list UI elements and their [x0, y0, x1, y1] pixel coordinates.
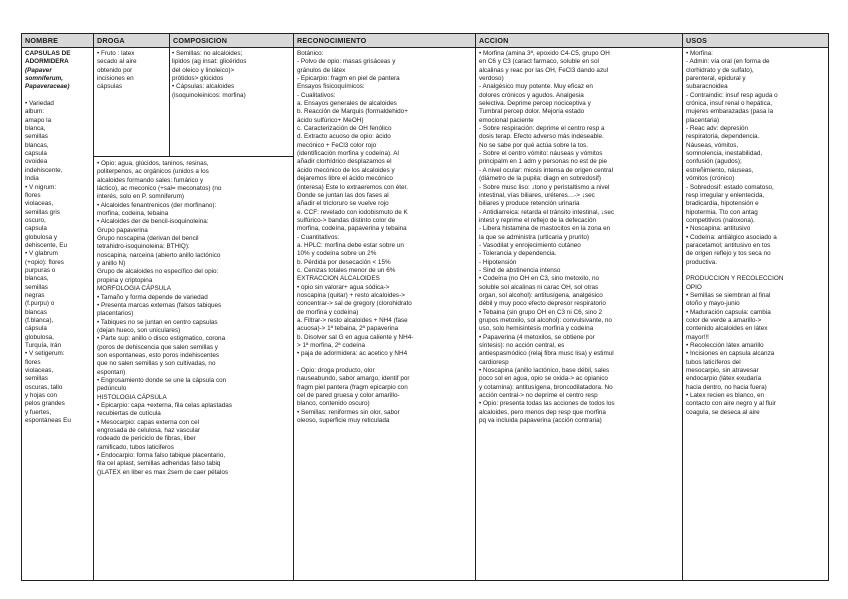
header-usos: USOS — [686, 36, 708, 45]
text-line: semillas — [25, 133, 48, 141]
text-line: fila cel aplast, semillas adheridas falso tabiq — [97, 460, 221, 468]
nombre-cell — [25, 50, 92, 578]
text-line: - Analgésico muy potente. Muy eficaz en — [479, 83, 593, 91]
text-line: ADORMIDERA — [25, 58, 69, 66]
text-line: espontáneas Eu — [25, 417, 71, 425]
text-line: • Fruto : latex — [97, 50, 135, 57]
text-line: (Papaver — [25, 66, 52, 74]
text-line: politerpenos, ac orgánicos (unidos a los — [97, 168, 209, 176]
text-line: OPIO — [686, 283, 702, 291]
text-line: interés, solo en P. somniferum) — [97, 193, 184, 201]
text-line: - Cuantitativos: — [297, 233, 340, 241]
text-line: Tumbral percep dolor. Mejoría estado — [479, 108, 585, 116]
text-line: • Papaverina (4 metoxilos, se obtiene por — [479, 333, 595, 341]
text-line: en C6 y C3 (caract farmaco, soluble en sol — [479, 58, 599, 66]
column-divider — [682, 34, 683, 580]
text-line: fragm piel pantera (fragm epicarpio con — [297, 383, 408, 391]
reconocimiento-cell — [297, 50, 474, 578]
text-line: concentrar-> sal de gregory (clorohidrato — [297, 300, 412, 308]
text-line: ovoidea — [25, 158, 48, 166]
text-line: Grupo papaverina — [97, 226, 148, 234]
text-line: • Tebaina (sin grupo OH en C3 ni C6, sino 2 — [479, 308, 603, 316]
text-line: resp irregular y enlentecida, — [686, 191, 765, 199]
text-line: • Noscapina: antitusivo — [686, 225, 751, 233]
text-line: • Engrosamiento donde se une la cápsula con — [97, 376, 227, 384]
text-line: - Sobredosif: estado comatoso, — [686, 183, 774, 191]
text-line: • Codeína: antiálgico asociado a — [686, 233, 777, 241]
text-line: dosis terap. Efecto adverso más indeseable. — [479, 133, 604, 141]
text-line: - Opio: droga producto, olor — [297, 367, 375, 375]
text-line: productiva. — [686, 258, 718, 266]
text-line: alcalinas y reac por las OH, FeCl3 dando azul — [479, 66, 609, 74]
text-line: cel de pared gruesa y color amarillo- — [297, 392, 400, 400]
composicion-cell — [172, 50, 292, 154]
text-line: • Semillas: no alcaloides; — [172, 50, 243, 57]
text-line: intest y reprime el reflejo de la defecación — [479, 216, 597, 224]
text-line: Grupo de alcaloides no específico del opio: — [97, 268, 219, 276]
text-line: - Epicarpio: fragm en piel de pantera — [297, 75, 400, 83]
text-line: - Sind de abstinencia intenso — [479, 266, 561, 274]
text-line: nauseabundo, sabor amargo, identif por — [297, 375, 410, 383]
text-line: hipotermia. Tto con antag — [686, 208, 758, 216]
text-line: • Morfina: — [686, 50, 713, 57]
text-line: paracetamol; antitusivo en tos — [686, 241, 771, 249]
text-line: • V nigrum: — [25, 183, 57, 191]
text-line: la que se administra (urticaria y prurito) — [479, 233, 589, 241]
text-line: de origen reflejo y tos seca no — [686, 250, 771, 258]
text-line: son espontaneas, esto poros indehiscentes — [97, 351, 220, 359]
text-line: rodeado de periciclo de fibras, liber — [97, 435, 196, 443]
text-line: añadir el tricloruro se vuelve rojo — [297, 200, 389, 208]
text-line: • Codeína (no OH en C3, sino metoxilo, no — [479, 275, 599, 283]
text-line: - Sobre el centro vómito: náuseas y vómitos — [479, 150, 603, 158]
text-line: dejaremos libre el ácido mecónico — [297, 175, 393, 183]
pharmacognosy-table — [21, 33, 829, 581]
text-line: sulfúrico-> bandas distinto color de — [297, 216, 396, 224]
text-line — [25, 92, 92, 100]
text-line: - Vasodilat y enrojecimiento cutáneo — [479, 241, 581, 249]
text-line: parenteral, epidural y — [686, 75, 746, 83]
text-line: semillas — [25, 375, 48, 383]
text-line: antiespasmódico (relaj fibra musc lisa) y estimul — [479, 350, 614, 358]
text-line: soluble sol alcalinas ni carac OH, sol otras — [479, 283, 599, 291]
text-line: Botánico: — [297, 50, 324, 57]
text-line: del oleico y linoleico)> — [172, 66, 235, 74]
text-line: (identificación morfina y codeína). Al — [297, 150, 399, 158]
text-line: - Polvo de opio: masas grisáceas y — [297, 58, 396, 66]
text-line: oscuras, tallo — [25, 383, 63, 391]
text-line: tubos laticíferos del — [686, 358, 741, 366]
text-line: somnolencia, inestabilidad, — [686, 150, 763, 158]
text-line: grupos metoxilo, sol alcohol): convulsivante, no — [479, 317, 612, 324]
text-line: - Antidiarreica: retarda el tránsito intestinal, ↓sec — [479, 208, 615, 216]
text-line: • opio sin valorar+ agua sódica-> — [297, 283, 390, 291]
text-line: • Epicarpio: capa +externa, fila celas aplastadas — [97, 401, 232, 409]
row-divider — [94, 156, 293, 157]
text-line: mesocarpio, sin atravesar — [686, 367, 759, 375]
text-line: uso, solo hemisintesis morfina y codeína — [479, 325, 594, 333]
text-line: recubiertas de cutícula — [97, 410, 161, 418]
text-line: amapo la — [25, 116, 52, 124]
text-line: oscuro, — [25, 216, 46, 224]
text-line: • Alcaloides der de bencil-isoquinoleina: — [97, 218, 209, 226]
text-line: emocional paciente — [479, 116, 534, 124]
text-line: • Semillas se siembran al final — [686, 291, 771, 299]
column-divider — [475, 34, 476, 580]
text-line: Donde se juntan las dos fases al — [297, 191, 389, 199]
text-line: - Sobre respiración: deprime el centro resp a — [479, 125, 605, 133]
text-line: crónica, insuf renal o hepática, — [686, 100, 773, 108]
column-divider — [93, 34, 94, 580]
text-line: Grupo noscapina (derivan del bencil — [97, 235, 199, 243]
text-line: HISTOLOGIA CÁPSULA — [97, 393, 167, 401]
text-line: espontan) — [97, 368, 126, 376]
table-header-row — [22, 34, 828, 48]
text-line: blanca, — [25, 125, 46, 133]
text-line: propina y criptopina — [97, 276, 153, 284]
text-line: violaceas, — [25, 367, 54, 375]
text-line: (poros de dehiscencia que salen semillas y — [97, 343, 218, 351]
text-line: endocarpio (látex exudaría — [686, 375, 762, 383]
text-line: noscapina (quitar) + resto alcaloides-> — [297, 291, 405, 299]
text-line: MORFOLOGIA CÁPSULA — [97, 285, 172, 293]
text-line: hacia dentro, no hacia fuera) — [686, 383, 767, 391]
text-line: pelos grandes — [25, 400, 65, 408]
text-line: Turquía, Irán — [25, 342, 62, 350]
text-line: clorhidrato y de sulfato), — [686, 66, 754, 74]
text-line: • Opio: presenta todas las acciones de todos los — [479, 400, 615, 408]
text-line: ácido sulfúrico+ MeOH) — [297, 116, 364, 124]
text-line: dehiscente, Eu — [25, 241, 67, 249]
text-line: oleoso, superficie muy reticulada — [297, 417, 390, 425]
text-line: indehiscente, — [25, 166, 63, 174]
text-line: blanco, contenido oscuro) — [297, 400, 370, 408]
text-line: color de verde a amarillo-> — [686, 317, 762, 324]
text-line: vómitos (crónico) — [686, 175, 735, 183]
text-line: Ensayos fisicoquímicos: — [297, 83, 365, 91]
text-line: PRODUCCION Y RECOLECCION — [686, 275, 784, 283]
text-line: capsula — [25, 225, 47, 233]
text-line: b. Reacción de Marquis (formaldehido+ — [297, 108, 408, 116]
text-line: dolores crónicos y agudos. Analgesia — [479, 91, 584, 99]
text-line: cardioresp — [479, 358, 509, 366]
text-line: a. HPLC: morfina debe estar sobre un — [297, 241, 404, 249]
text-line: cápsula — [25, 325, 47, 333]
text-line: verdoso) — [479, 75, 504, 83]
text-line: Papaveraceae) — [25, 83, 70, 91]
text-line: lipidos (ag insat: glicéridos — [172, 58, 247, 66]
text-line: blancas — [25, 308, 47, 316]
text-line: somniferum, — [25, 75, 64, 83]
text-line: semillas gris — [25, 208, 60, 216]
text-line: - Cualitativos: — [297, 91, 336, 99]
text-line: > 1ª morfina, 2ª codeína — [297, 342, 365, 350]
text-line: • Incisiones en capsula alcanza — [686, 350, 775, 358]
header-nombre: NOMBRE — [25, 36, 59, 45]
text-line: de morfina y codeína) — [297, 308, 359, 316]
text-line: - Tolerancia y dependencia. — [479, 250, 557, 258]
text-line: Náuseas, vómitos, — [686, 141, 739, 149]
usos-cell — [686, 50, 827, 578]
text-line: (interesa) Este lo extraeremos con éter. — [297, 183, 409, 191]
text-line: (+opio): flores — [25, 258, 64, 266]
text-line: y hojas con — [25, 392, 58, 400]
text-line — [686, 267, 827, 275]
text-line: (f.blanca), — [25, 317, 54, 324]
text-line: respiratoria, dependencia. — [686, 133, 760, 141]
header-accion: ACCION — [479, 36, 509, 45]
text-line: EXTRACCION ALCALOIDES — [297, 275, 380, 283]
text-line: principalm en 1 adm y personas no est de pie — [479, 158, 608, 166]
text-line: ramificado, tubos laticiferos — [97, 443, 174, 451]
text-line: • Latex recien es blanco, en — [686, 392, 765, 400]
text-line: purpuras o — [25, 266, 56, 274]
text-line: confusión (agudos); — [686, 158, 742, 166]
text-line: bradicardia, hipotensión e — [686, 200, 759, 208]
text-line: • Cápsulas: alcaloides — [172, 83, 235, 91]
text-line: pq va incluida papaverina (acción contraria) — [479, 417, 602, 425]
text-line: • Variedad — [25, 100, 54, 108]
text-line: débil y muy poco efecto depresor respiratorio — [479, 300, 606, 308]
text-line: (diámetro de la pupila: diagn en sobredosif) — [479, 175, 602, 183]
text-line: • paja de adormidera: ac acetico y NH4 — [297, 350, 408, 358]
text-line: 10% y codeína sobre un 2% — [297, 250, 377, 258]
text-line: otoño y mayo-junio — [686, 300, 740, 308]
text-line: tetrahidro-isoquinoleina: BTHIQ): — [97, 243, 190, 251]
text-line: (isoquinoleinicos: morfina) — [172, 91, 246, 99]
text-line: b. Pérdida por desecación < 15% — [297, 258, 391, 266]
text-line: secado al aire — [97, 58, 137, 66]
text-line: intestinal, vías biliares, uréteres…-> ↓sec — [479, 191, 595, 199]
text-line: (f.purpu) o — [25, 300, 55, 308]
text-line: morfina, codeína, papaverina y tebaina — [297, 225, 407, 233]
text-line: • Endocarpio: forma falso tabique placentario, — [97, 452, 226, 460]
text-line: e. CCF: revelado con iodobismuto de K — [297, 208, 408, 216]
column-divider — [293, 34, 294, 580]
composicion-opio-cell — [97, 160, 292, 578]
text-line: • Recolección látex amarillo — [686, 342, 764, 350]
text-line: flores — [25, 191, 41, 199]
text-line: contacto con aire negro y al fluir — [686, 400, 776, 408]
text-line: acuosa)-> 1ª tebaina, 2ª papaverina — [297, 325, 399, 333]
text-line: No se sabe por qué actúa sobre la tos. — [479, 141, 588, 149]
text-line: láctico), ac meconico (+sal= meconatos) (no — [97, 185, 222, 193]
text-line: c. Cenizas totales menor de un 6% — [297, 266, 396, 274]
text-line: poco sol en agua, opio se oxida-> ac opianico — [479, 375, 608, 383]
header-composicion: COMPOSICION — [173, 36, 228, 45]
text-line: • Tamaño y forma depende de variedad — [97, 293, 208, 301]
text-line: - Reac adv: depresión — [686, 125, 749, 133]
text-line: mujeres embarazadas (pasa la — [686, 108, 774, 116]
text-line: blancas, — [25, 141, 49, 149]
text-line: y cotarnina): antitusígena, broncodilatadora. No — [479, 383, 613, 391]
text-line: • Parte sup: anillo o disco estigmatico, corona — [97, 335, 226, 343]
text-line: blancas, — [25, 275, 49, 283]
text-line: morfina, codeina, tebaina — [97, 210, 169, 218]
text-line: CAPSULAS DE — [25, 50, 71, 57]
text-line: alcaloides formando sales: fumárico y — [97, 176, 204, 184]
text-line: mecónico + FeCl3 color rojo — [297, 141, 377, 149]
text-line: album: — [25, 108, 45, 116]
text-line: incisiones en — [97, 75, 134, 83]
text-line: mayor!!! — [686, 333, 709, 341]
text-line: cápsulas — [97, 83, 123, 91]
text-line: selectiva. Deprime percep nociceptiva y — [479, 100, 591, 108]
accion-cell — [479, 50, 681, 578]
text-line: noscapina, narceina (abierto anillo lactónico — [97, 251, 221, 259]
text-line: flores — [25, 358, 41, 366]
text-line: a. Ensayos generales de alcaloides — [297, 100, 397, 108]
text-line: India — [25, 175, 39, 183]
text-line: contenido alcaloides en látex — [686, 325, 768, 333]
text-line: • V setigerum: — [25, 350, 65, 358]
text-line: subaracnoidea — [686, 83, 728, 91]
text-line: globulosa y — [25, 233, 58, 241]
text-line: y fuertes, — [25, 408, 52, 416]
text-line: capsula — [25, 150, 47, 158]
text-line: negras — [25, 291, 45, 299]
text-line: pedúnculo — [97, 385, 127, 393]
text-line: c. Caracterización de OH fenólico — [297, 125, 392, 133]
text-line: • V glabrum — [25, 250, 58, 258]
text-line: ()LATEX en liber es max 2sem de caer pétalos — [97, 468, 229, 476]
text-line: semillas — [25, 283, 48, 291]
text-line: acción central-> no deprime el centro resp — [479, 392, 598, 400]
text-line: placentarios) — [97, 310, 134, 318]
text-line: biliares y produce retención urinaria — [479, 200, 580, 208]
text-line: y anillo N) — [97, 260, 126, 268]
text-line: - Hipotensión — [479, 258, 517, 266]
text-line: coagula, se deseca al aire — [686, 408, 760, 416]
text-line: síntesis): no acción central, es — [479, 342, 565, 350]
text-line: • Semillas: reniformes sin olor, sabor — [297, 408, 400, 416]
text-line: gránulos de látex — [297, 66, 346, 74]
text-line: d. Extracto acuoso de opio: ácido — [297, 133, 391, 141]
text-line: • Alcaloides fenantrenicos (der morfinano): — [97, 201, 217, 209]
text-line: • Mesocarpio: capas externa con cel — [97, 418, 200, 426]
text-line: b. Disolver sal G en agua caliente y NH4- — [297, 333, 414, 341]
text-line: alcaloides, pero menos dep resp que morfina — [479, 408, 606, 416]
text-line: - Sobre musc liso: ↓tono y peristaltismo a nivel — [479, 183, 610, 191]
text-line: engrosada de celulosa, haz vascular — [97, 427, 200, 434]
text-line: • Tabiques no se juntan en centro capsulas — [97, 318, 218, 326]
text-line: violaceas, — [25, 200, 54, 208]
text-line: • Morfina (amina 3ª, epoxido C4-C5, grupo OH — [479, 50, 610, 57]
text-line: - Admin: vía oral (en forma de — [686, 58, 770, 66]
text-line: • Noscapina (anillo lactónico, base débil, sales — [479, 367, 610, 375]
text-line: estreñimiento, náuseas, — [686, 166, 754, 174]
text-line: ácido mecónico de los alcaloides y — [297, 166, 395, 174]
text-line: • Maduración capsula: cambia — [686, 308, 771, 316]
header-reconocimiento: RECONOCIMIENTO — [297, 36, 367, 45]
text-line: - Libera histamina de mastocitos en la zona en — [479, 225, 611, 233]
text-line: añadir clorhídrico desplazamos el — [297, 158, 392, 166]
header-droga: DROGA — [97, 36, 125, 45]
text-line: - Contraindic: insuf resp aguda o — [686, 91, 778, 99]
text-line: obtenido por — [97, 66, 133, 74]
text-line: competitivos (naloxona). — [686, 216, 755, 224]
text-line: a. Filtrar-> resto alcaloides + NH4 (fase — [297, 317, 408, 324]
text-line: organ, sol alcohol): antitusígena, analgésico — [479, 291, 603, 299]
text-line: • Presenta marcas externas (falsos tabiques — [97, 301, 222, 309]
text-line: que no salen semillas y son cultivadas, no — [97, 360, 216, 368]
text-line — [297, 359, 474, 367]
text-line: prótidos> glúcidos — [172, 75, 224, 83]
text-line: placentaria) — [686, 116, 720, 124]
text-line: • Opio: agua, glúcidos, taninos, resinas, — [97, 160, 209, 167]
text-line: (dejan hueco, son uniculares) — [97, 326, 181, 334]
droga-cell — [97, 50, 168, 154]
column-divider — [169, 34, 170, 156]
text-line: globulosa, — [25, 333, 54, 341]
text-line: - A nivel ocular: miosis intensa de origen central — [479, 166, 613, 174]
